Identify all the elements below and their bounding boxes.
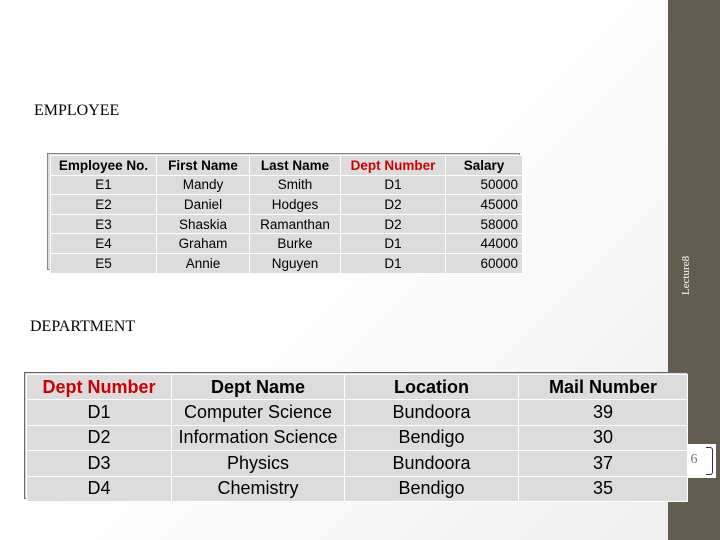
cell-employee-no: E5 [51, 253, 157, 273]
table-row [51, 253, 523, 273]
cell-mail-number: 39 [519, 400, 688, 425]
department-table [26, 374, 688, 502]
table-row [27, 476, 688, 501]
cell-first-name: Shaskia [157, 214, 250, 234]
cell-last-name: Smith [250, 175, 341, 195]
cell-first-name: Daniel [157, 195, 250, 215]
cell-mail-number: 30 [519, 425, 688, 450]
cell-dept-number: D2 [341, 195, 446, 215]
cell-last-name: Burke [250, 234, 341, 254]
cell-last-name: Hodges [250, 195, 341, 215]
cell-mail-number: 35 [519, 476, 688, 501]
page-bracket-right [706, 447, 713, 475]
table-row [51, 195, 523, 215]
cell-first-name: Graham [157, 234, 250, 254]
cell-employee-no: E3 [51, 214, 157, 234]
cell-location: Bundoora [345, 451, 519, 476]
table-row [51, 214, 523, 234]
cell-salary: 45000 [446, 195, 523, 215]
header-location: Location [345, 375, 519, 400]
cell-location: Bendigo [345, 425, 519, 450]
header-first-name: First Name [157, 156, 250, 176]
department-header-row [27, 375, 688, 400]
table-row [27, 451, 688, 476]
cell-salary: 44000 [446, 234, 523, 254]
cell-salary: 58000 [446, 214, 523, 234]
cell-dept-number: D4 [27, 476, 172, 501]
cell-dept-name: Chemistry [172, 476, 345, 501]
header-dept-name: Dept Name [172, 375, 345, 400]
table-row [51, 175, 523, 195]
cell-last-name: Ramanthan [250, 214, 341, 234]
cell-salary: 50000 [446, 175, 523, 195]
cell-mail-number: 37 [519, 451, 688, 476]
cell-dept-number: D2 [27, 425, 172, 450]
cell-dept-name: Computer Science [172, 400, 345, 425]
cell-location: Bundoora [345, 400, 519, 425]
cell-salary: 60000 [446, 253, 523, 273]
page-number: 6 [690, 452, 698, 467]
header-dept-number: Dept Number [27, 375, 172, 400]
table-row [27, 400, 688, 425]
department-title: DEPARTMENT [30, 318, 136, 335]
cell-employee-no: E1 [51, 175, 157, 195]
cell-employee-no: E2 [51, 195, 157, 215]
cell-dept-number: D1 [341, 175, 446, 195]
cell-location: Bendigo [345, 476, 519, 501]
cell-dept-number: D2 [341, 214, 446, 234]
header-last-name: Last Name [250, 156, 341, 176]
employee-table [50, 155, 523, 274]
cell-employee-no: E4 [51, 234, 157, 254]
employee-header-row [51, 156, 523, 176]
header-employee-no: Employee No. [51, 156, 157, 176]
cell-first-name: Mandy [157, 175, 250, 195]
cell-first-name: Annie [157, 253, 250, 273]
cell-dept-name: Physics [172, 451, 345, 476]
cell-dept-number: D3 [27, 451, 172, 476]
employee-title: EMPLOYEE [34, 102, 120, 119]
lecture-label: Lecture8 [680, 255, 692, 295]
cell-dept-number: D1 [27, 400, 172, 425]
header-dept-number: Dept Number [341, 156, 446, 176]
cell-dept-number: D1 [341, 234, 446, 254]
cell-dept-number: D1 [341, 253, 446, 273]
header-salary: Salary [446, 156, 523, 176]
cell-last-name: Nguyen [250, 253, 341, 273]
header-mail-number: Mail Number [519, 375, 688, 400]
cell-dept-name: Information Science [172, 425, 345, 450]
table-row [27, 425, 688, 450]
table-row [51, 234, 523, 254]
